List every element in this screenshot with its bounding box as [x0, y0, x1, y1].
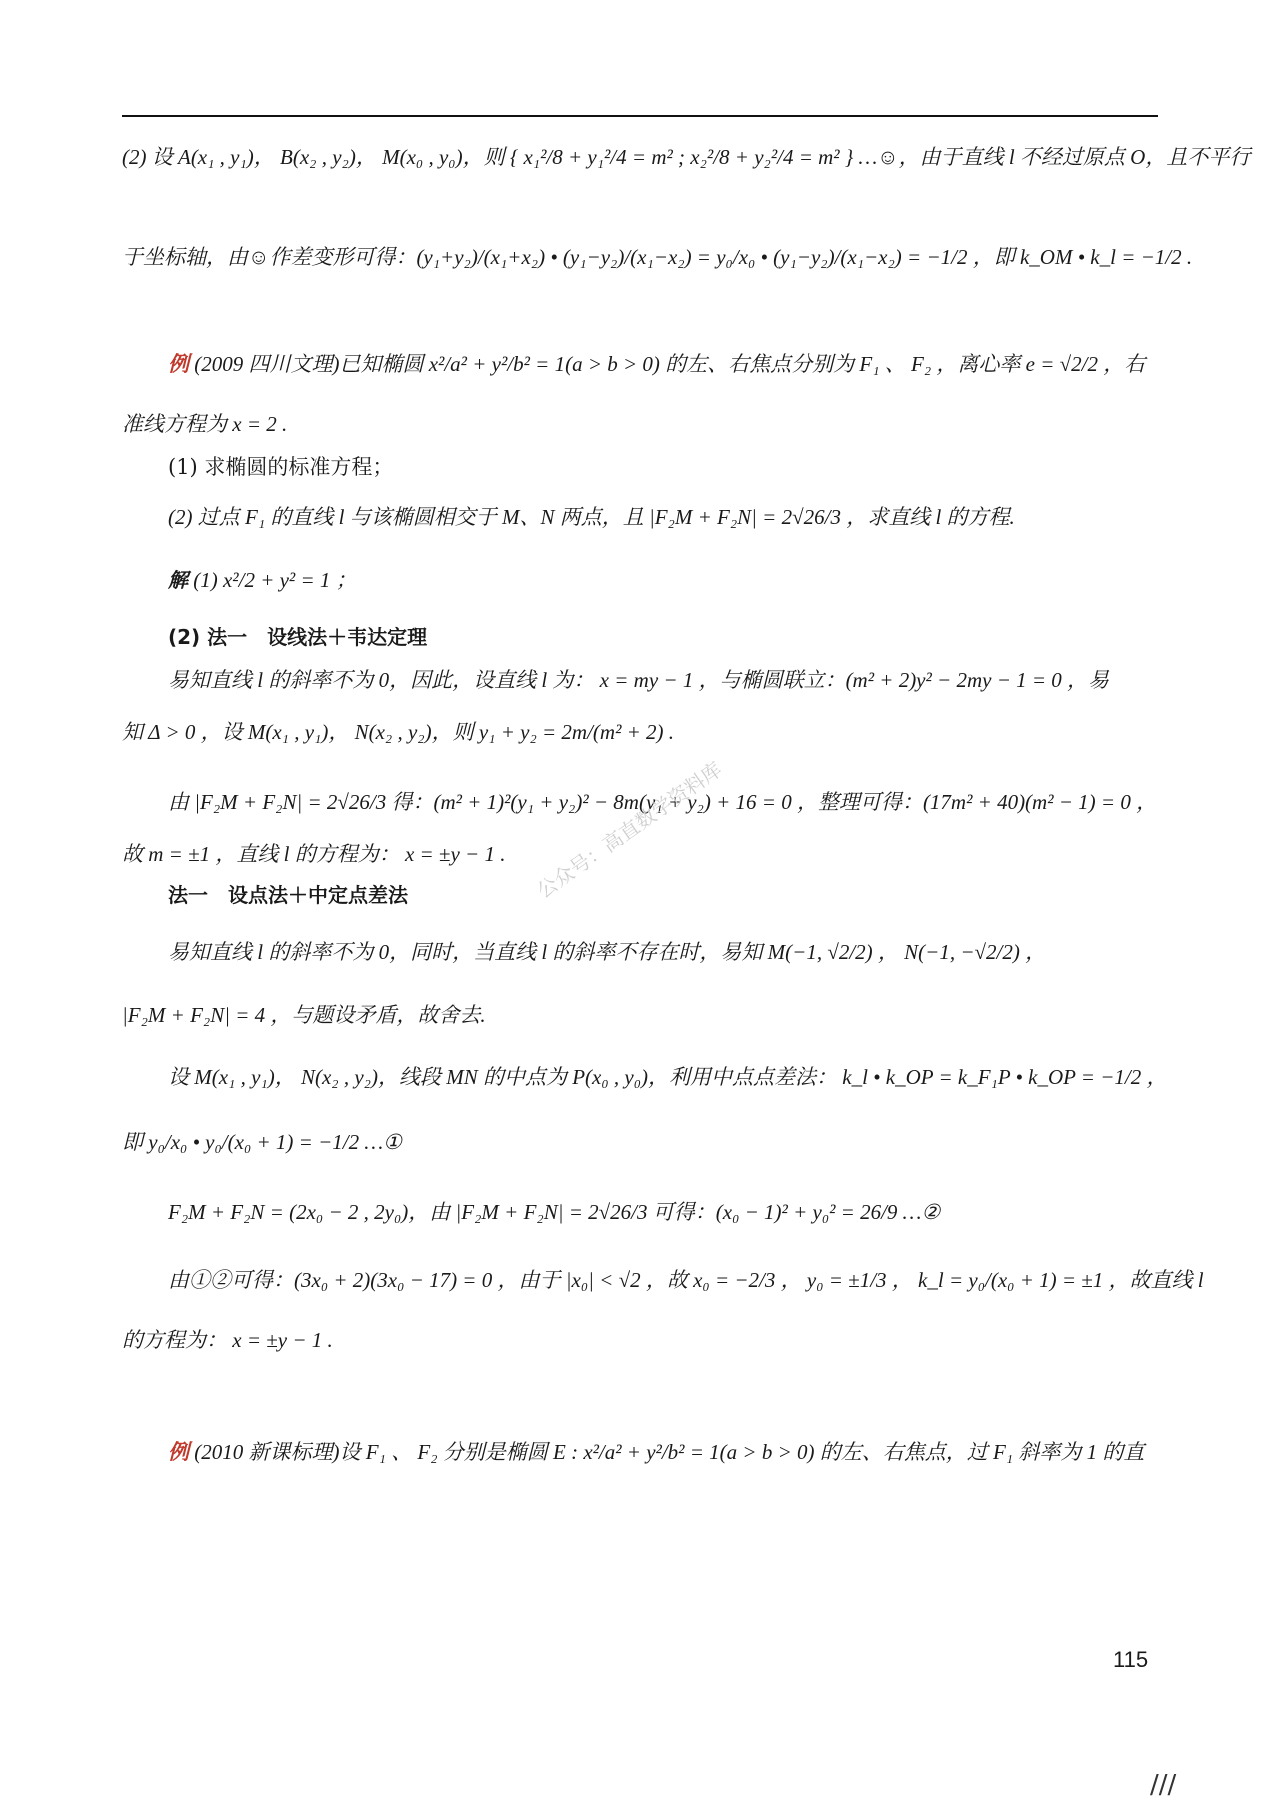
method-2-line-5: F₂M + F₂N = (2x₀ − 2 , 2y₀)，由 |F₂M + F₂N| = 2√26/3 可得：(x₀ − 1)² + y₀² = 26/9 …②: [168, 1200, 941, 1224]
method-2-heading: 法一 设点法＋中定点差法: [168, 883, 408, 907]
example-1-line-1: 例 (2009 四川文理)已知椭圆 x²/a² + y²/b² = 1(a > b > 0) 的左、右焦点分别为 F₁ 、 F₂ ，离心率 e = √2/2 ，右: [168, 352, 1146, 376]
line-2: 于坐标轴，由☺作差变形可得：(y₁+y₂)/(x₁+x₂) • (y₁−y₂)/(x₁−x₂) = y₀/x₀ • (y₁−y₂)/(x₁−x₂) = −1/2 ，即 k_OM • k_l = −1/2 .: [122, 245, 1193, 269]
method-1-line-2: 知 Δ > 0 ，设 M(x₁ , y₁)， N(x₂ , y₂)，则 y₁ + y₂ = 2m/(m² + 2) .: [122, 720, 675, 744]
example-2-line-1: 例 (2010 新课标理)设 F₁ 、 F₂ 分别是椭圆 E : x²/a² + y²/b² = 1(a > b > 0) 的左、右焦点，过 F₁ 斜率为 1 的直: [168, 1440, 1145, 1464]
method-2-line-3: 设 M(x₁ , y₁)， N(x₂ , y₂)，线段 MN 的中点为 P(x₀ , y₀)，利用中点点差法： k_l • k_OP = k_F₁P • k_OP = −1/2 ，: [168, 1065, 1168, 1089]
method-1-line-4: 故 m = ±1 ，直线 l 的方程为： x = ±y − 1 .: [122, 842, 506, 866]
method-1-line-1: 易知直线 l 的斜率不为 0，因此，设直线 l 为： x = my − 1 ，与椭圆联立：(m² + 2)y² − 2my − 1 = 0 ，易: [168, 668, 1110, 692]
method-1-heading: (2) 法一 设线法＋韦达定理: [168, 625, 428, 649]
solution-1: 解 (1) x²/2 + y² = 1 ；: [168, 568, 357, 592]
method-2-line-4: 即 y₀/x₀ • y₀/(x₀ + 1) = −1/2 …①: [122, 1130, 402, 1154]
example-label: 例: [168, 352, 189, 376]
page-number: 115: [1113, 1647, 1149, 1672]
signature-mark: ///: [1150, 1770, 1177, 1800]
line-1: (2) 设 A(x₁ , y₁)， B(x₂ , y₂)， M(x₀ , y₀)，则 { x₁²/8 + y₁²/4 = m² ; x₂²/8 + y₂²/4 = m² } …☺，由于直线 l 不经过原点 O，且不平行: [122, 145, 1251, 169]
question-2: (2) 过点 F₁ 的直线 l 与该椭圆相交于 M、N 两点，且 |F₂M + F₂N| = 2√26/3 ，求直线 l 的方程.: [168, 505, 1015, 529]
method-2-line-1: 易知直线 l 的斜率不为 0，同时，当直线 l 的斜率不存在时，易知 M(−1, √2/2) ， N(−1, −√2/2) ，: [168, 940, 1047, 964]
example-1-line-2: 准线方程为 x = 2 .: [122, 412, 288, 436]
question-1: (1) 求椭圆的标准方程；: [168, 455, 394, 479]
method-2-line-7: 的方程为： x = ±y − 1 .: [122, 1328, 333, 1352]
example-label: 例: [168, 1440, 189, 1464]
solution-label: 解: [168, 568, 188, 592]
watermark: 公众号：高直数学资料库: [532, 757, 727, 903]
method-2-line-6: 由①②可得：(3x₀ + 2)(3x₀ − 17) = 0 ，由于 |x₀| < √2 ，故 x₀ = −2/3 ， y₀ = ±1/3 ， k_l = y₀/(x₀ + 1) = ±1 ，故直线 l: [168, 1268, 1204, 1292]
header-rule: [122, 115, 1158, 117]
method-2-line-2: |F₂M + F₂N| = 4 ，与题设矛盾，故舍去.: [122, 1003, 486, 1027]
method-1-line-3: 由 |F₂M + F₂N| = 2√26/3 得：(m² + 1)²(y₁ + y₂)² − 8m(y₁ + y₂) + 16 = 0 ，整理可得：(17m² + 40)(m² − 1) = 0 ，: [168, 790, 1158, 814]
